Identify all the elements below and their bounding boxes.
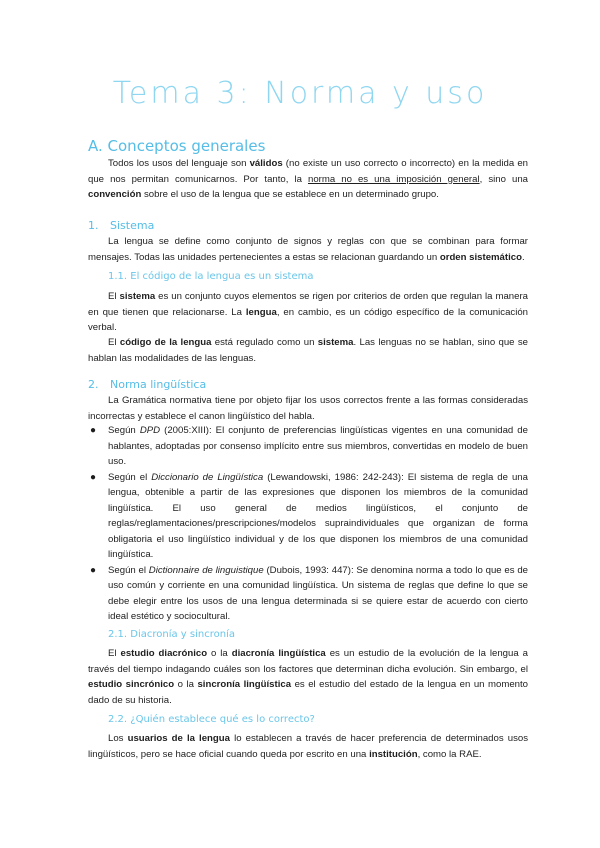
section-2-paragraph: [88, 393, 528, 424]
text-run: El: [108, 291, 120, 302]
section-heading-text: Sistema: [110, 219, 155, 232]
text-run: La lengua se define como conjunto de signos y reglas con que se combinan para formar mensajes. Todas las unidades pertenecientes a estas se relacionan guardando un: [88, 236, 528, 263]
subsection-2-1-heading: 2.1. Diacronía y sincronía: [108, 629, 235, 640]
section-a-heading: A. Conceptos generales: [88, 137, 266, 155]
text-run: es un conjunto cuyos elementos se rigen por criterios de orden que regulan la manera en que tienen que relacionarse. La: [88, 291, 528, 318]
bullet-icon: ●: [90, 471, 97, 483]
bold-run: lengua: [245, 306, 277, 318]
text-run: o la: [207, 648, 232, 659]
section-2-heading: [88, 378, 206, 391]
text-run: , como la RAE.: [417, 748, 482, 760]
bold-run: válidos: [249, 158, 283, 169]
text-run: , en cambio, es un código específico de la comunicación verbal.: [88, 306, 528, 333]
section-1-paragraph: [88, 234, 528, 265]
section-number: 2.: [88, 378, 99, 391]
subsection-1-1-paragraph-2: [88, 335, 528, 366]
text-run: . Las lenguas no se hablan, sino que se hablan las modalidades de las lenguas.: [88, 337, 528, 364]
bold-run: diacronía lingüística: [231, 648, 326, 659]
text-run: Según: [108, 425, 140, 436]
italic-run: Dictionnaire de linguistique: [148, 564, 264, 576]
text-run: : El sistema de regla de una lengua, obtenible a partir de las expresiones que disponen los miembros de la comunidad lingüística. El uso general de medios lingüísticos, el conjunto de reglas/reglamentaciones/prescripciones/modelos supraindividuales que organizan de forma obligatoria el uso lingüístico individual y de los que disponen los miembros de una comunidad lingüística.: [108, 471, 528, 560]
text-run: sobre el uso de la lengua que se establece en un determinado grupo.: [141, 189, 439, 200]
list-item: [88, 563, 528, 625]
definitions-list: [88, 423, 528, 625]
bold-run: institución: [369, 748, 418, 760]
page-title: Tema 3: Norma y uso: [112, 76, 488, 111]
subsection-1-1-paragraph: [88, 289, 528, 336]
subsection-2-2-heading: 2.2. ¿Quién establece qué es lo correcto?: [108, 714, 315, 725]
text-run: .: [521, 251, 525, 263]
subsection-2-2-paragraph: [88, 731, 528, 762]
italic-run: DPD: [139, 425, 161, 436]
section-1-heading: [88, 219, 154, 232]
text-run: Según el: [108, 564, 149, 576]
bold-run: código de la lengua: [119, 337, 212, 348]
text-run: (Dubois, 1993: 447): [263, 564, 351, 576]
text-run: es el estudio del estado de la lengua en un momento dado de su historia.: [88, 679, 529, 706]
bold-run: estudio sincrónico: [88, 679, 175, 690]
text-run: Todos los usos del lenguaje son: [108, 158, 250, 169]
text-run: , sino una: [479, 173, 528, 185]
text-run: está regulado como un: [211, 337, 318, 348]
bold-run: sistema: [317, 337, 354, 348]
list-item: [88, 423, 528, 470]
text-run: El: [108, 648, 121, 659]
text-run: Los: [108, 733, 128, 744]
bold-run: usuarios de la lengua: [127, 733, 230, 744]
list-item: [88, 470, 528, 563]
section-heading-text: Norma lingüística: [110, 378, 207, 391]
section-a-paragraph: [88, 156, 528, 203]
bold-run: sistema: [119, 291, 156, 302]
italic-run: Diccionario de Lingüística: [151, 471, 264, 483]
subsection-2-1-paragraph: [88, 646, 528, 708]
subsection-1-1-heading: 1.1. El código de la lengua es un sistema: [108, 271, 314, 282]
text-run: La Gramática normativa tiene por objeto fijar los usos correctos frente a las formas consideradas incorrectas y establece el canon lingüístico del habla.: [88, 395, 528, 422]
text-run: o la: [174, 679, 198, 690]
text-run: (no existe un uso correcto o incorrecto) en la medida en que nos permitan comunicarnos. Por tanto, la: [88, 158, 528, 185]
bullet-icon: ●: [90, 425, 97, 436]
bold-run: sincronía lingüística: [197, 679, 292, 690]
text-run: lo establecen a través de hacer preferencia de determinados usos lingüísticos, pero se hace oficial cuando queda por escrito en una: [88, 733, 528, 760]
text-run: es un estudio de la evolución de la lengua a través del tiempo indagando cuáles son los factores que determinan dicha evolución. Sin embargo, el: [88, 648, 528, 675]
bullet-icon: ●: [90, 564, 97, 576]
text-run: : El conjunto de preferencias lingüísticas vigentes en una comunidad de hablantes, adoptadas por consenso implícito entre sus miembros, convertidas en modelo de buen uso.: [108, 425, 528, 467]
text-run: : Se denomina norma a todo lo que es de uso común y corriente en una comunidad lingüística. Un sistema de reglas que define lo que se debe elegir entre los usos de una lengua determinada si se quiere estar de acuerdo con cierto ideal estético y sociocultural.: [108, 564, 528, 622]
bold-run: convención: [88, 189, 142, 200]
bold-run: orden sistemático: [439, 251, 522, 263]
text-run: (Lewandowski, 1986: 242-243): [263, 471, 402, 483]
bold-run: estudio diacrónico: [120, 648, 208, 659]
underlined-run: norma no es una imposición general: [307, 173, 480, 185]
section-number: 1.: [88, 219, 99, 232]
text-run: Según el: [108, 471, 152, 483]
text-run: (2005:XIII): [160, 425, 209, 436]
text-run: El: [108, 337, 120, 348]
